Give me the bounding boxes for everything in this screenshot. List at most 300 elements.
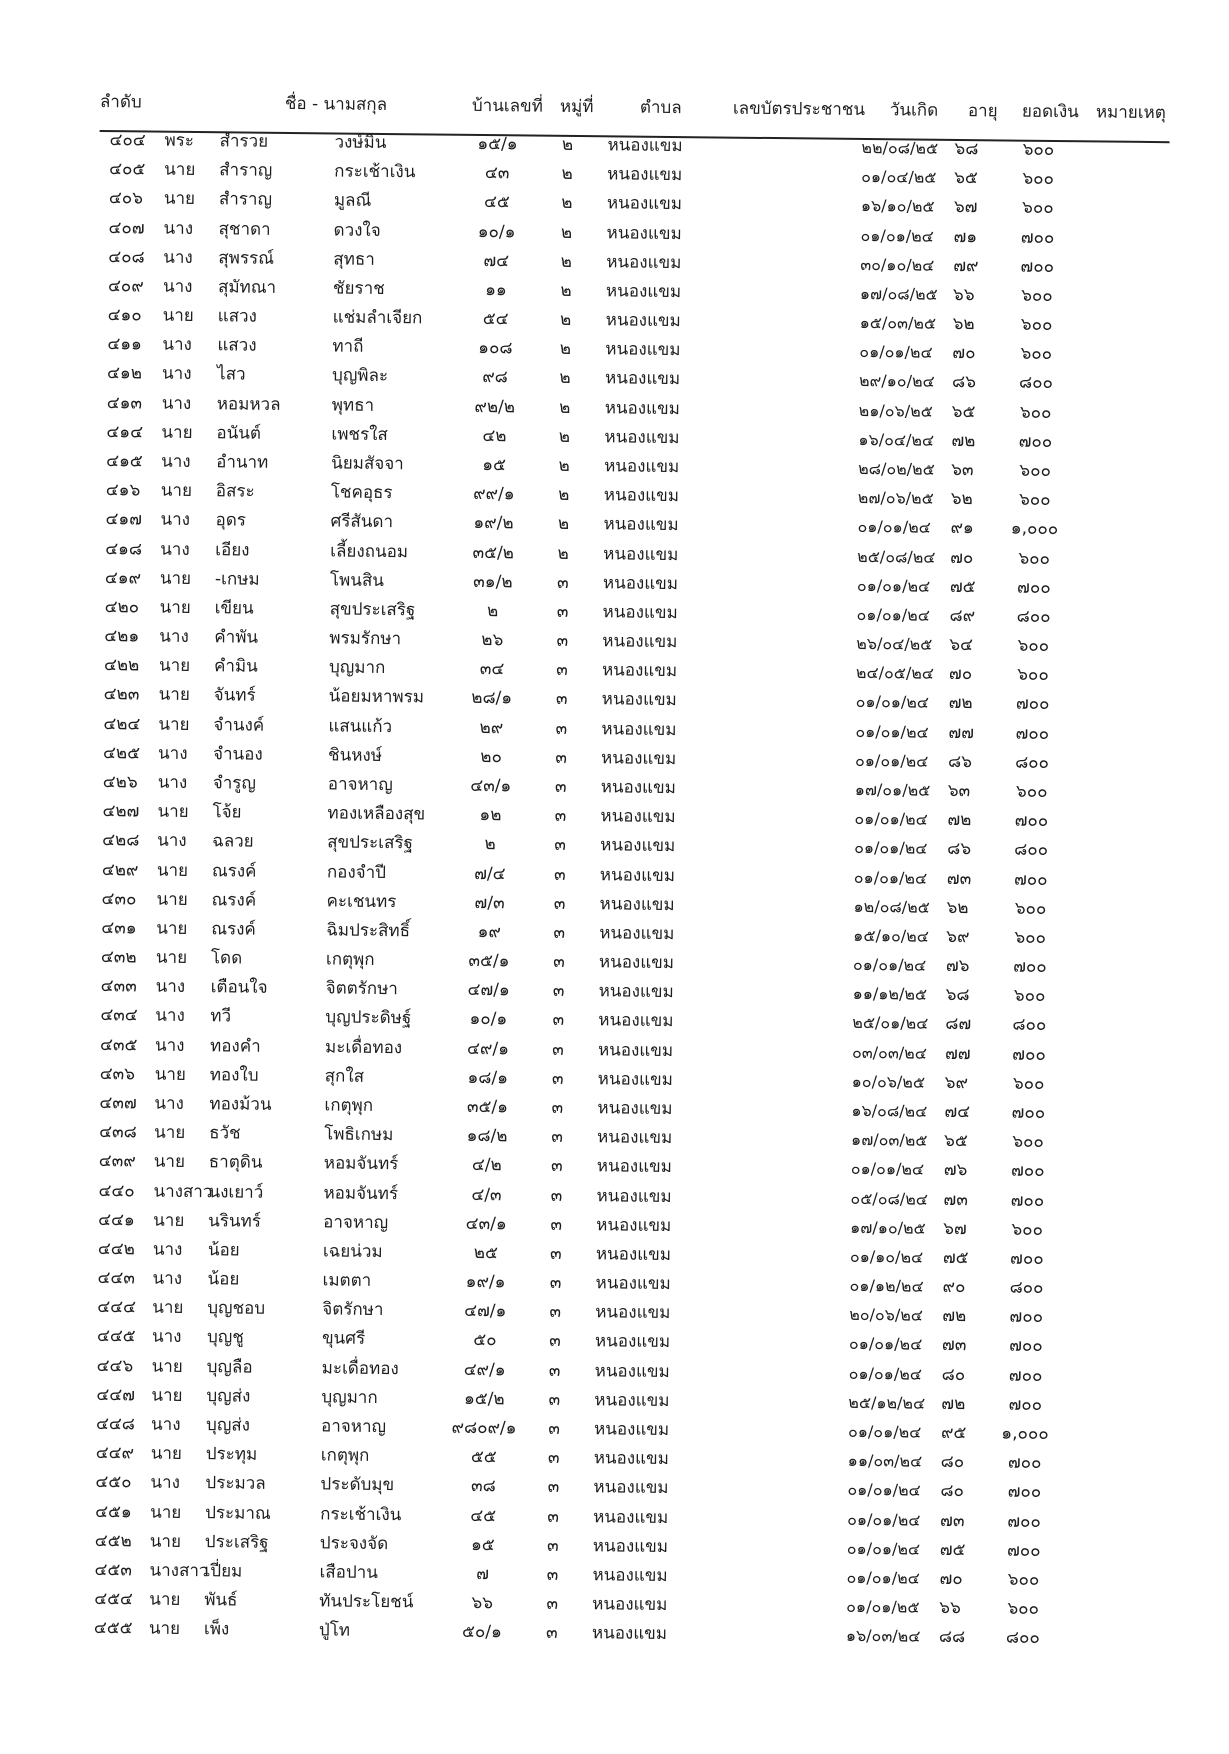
row-tambon: หนองแขม — [594, 1360, 670, 1382]
row-last-name: ประจงจัด — [319, 1532, 389, 1554]
row-moo: ๒ — [557, 543, 569, 564]
row-moo: ๓ — [551, 1097, 564, 1118]
row-last-name: ทันประโยชน์ — [319, 1591, 414, 1613]
row-moo: ๓ — [546, 1593, 559, 1614]
row-birth-date: ๒๘/๐๒/๒๕ — [858, 458, 935, 479]
row-birth-date: ๐๑/๐๑/๒๔ — [860, 225, 934, 246]
row-first-name: สุชาดา — [218, 218, 271, 240]
row-last-name: สุทธา — [333, 249, 375, 270]
row-first-name: ประทุม — [205, 1444, 258, 1465]
row-last-name: ชินหงษ์ — [327, 745, 383, 766]
row-number: ๔๐๘ — [108, 246, 145, 268]
row-last-name: นิยมสัจจา — [331, 453, 404, 475]
row-amount: ๗๐๐ — [1011, 1102, 1046, 1123]
row-title: นาง — [152, 1239, 183, 1260]
row-moo: ๓ — [553, 893, 566, 914]
row-moo: ๓ — [550, 1156, 563, 1177]
row-birth-date: ๐๑/๐๑/๒๔ — [854, 838, 928, 859]
row-tambon: หนองแขม — [602, 602, 678, 623]
row-house-number: ๗ — [476, 1563, 490, 1584]
row-amount: ๖๐๐ — [1018, 548, 1051, 569]
row-age: ๗๕ — [939, 1539, 966, 1560]
row-last-name: โพนสิน — [329, 570, 385, 591]
row-tambon: หนองแขม — [593, 1477, 669, 1499]
row-title: นาง — [160, 509, 191, 531]
row-amount: ๑,๐๐๐ — [1010, 518, 1059, 540]
row-moo: ๓ — [556, 659, 568, 681]
row-amount: ๗๐๐ — [1014, 810, 1049, 832]
row-birth-date: ๒๑/๐๖/๒๕ — [858, 400, 933, 421]
row-moo: ๒ — [559, 309, 572, 331]
row-tambon: หนองแขม — [598, 1010, 674, 1032]
row-first-name: ณรงค์ — [211, 889, 257, 911]
row-house-number: ๖๖ — [471, 1592, 494, 1614]
row-number: ๔๒๘ — [102, 830, 140, 851]
row-number: ๔๓๕ — [99, 1034, 138, 1056]
row-number: ๔๔๐ — [98, 1180, 135, 1201]
row-age: ๘๐ — [941, 1364, 966, 1385]
row-last-name: วงษ์มิน — [334, 132, 387, 154]
row-house-number: ๔๙/๑ — [467, 1038, 510, 1059]
row-number: ๔๐๕ — [109, 159, 146, 180]
row-tambon: หนองแขม — [593, 1506, 669, 1528]
row-first-name: พันธ์ — [204, 1590, 238, 1611]
row-moo: ๓ — [556, 630, 569, 652]
row-tambon: หนองแขม — [596, 1214, 672, 1236]
row-number: ๔๕๓ — [94, 1559, 133, 1581]
row-first-name: จันทร์ — [213, 685, 256, 707]
row-title: นางสาว — [153, 1181, 213, 1202]
row-house-number: ๑๘/๑ — [467, 1067, 509, 1089]
row-first-name: สำราญ — [219, 160, 273, 181]
row-amount: ๗๐๐ — [1010, 1190, 1045, 1211]
row-amount: ๗๐๐ — [1009, 1335, 1043, 1357]
row-title: นาย — [158, 714, 190, 735]
row-last-name: คะเชนทร — [326, 891, 397, 912]
row-tambon: หนองแขม — [598, 952, 675, 974]
row-first-name: ประมวล — [205, 1473, 266, 1495]
row-amount: ๗๐๐ — [1006, 1540, 1041, 1561]
row-first-name: ประมาณ — [205, 1502, 271, 1524]
row-title: นาย — [156, 860, 189, 881]
row-birth-date: ๑๗/๐๑/๒๕ — [854, 779, 931, 800]
row-moo: ๓ — [546, 1535, 559, 1556]
row-moo: ๓ — [554, 805, 567, 827]
row-amount: ๗๐๐ — [1020, 227, 1055, 248]
row-tambon: หนองแขม — [593, 1419, 670, 1440]
row-title: นาย — [156, 889, 188, 910]
row-amount: ๗๐๐ — [1009, 1248, 1044, 1269]
row-last-name: สุขประเสริฐ — [327, 832, 414, 854]
row-amount: ๗๐๐ — [1012, 1044, 1046, 1065]
row-number: ๔๓๒ — [100, 947, 137, 968]
row-first-name: ธวัช — [209, 1123, 241, 1144]
row-number: ๔๕๕ — [93, 1618, 133, 1639]
row-last-name: เกตุพุก — [324, 1095, 374, 1116]
row-number: ๔๒๙ — [101, 859, 139, 880]
row-birth-date: ๐๑/๐๑/๒๕ — [846, 1596, 920, 1617]
row-tambon: หนองแขม — [604, 456, 680, 478]
row-number: ๔๕๐ — [95, 1472, 132, 1493]
row-number: ๔๐๔ — [109, 130, 146, 151]
row-first-name: เปี่ยม — [204, 1560, 243, 1582]
row-age: ๖๗ — [943, 1218, 967, 1239]
row-house-number: ๕๐ — [473, 1330, 497, 1351]
row-number: ๔๓๓ — [100, 976, 137, 997]
row-tambon: หนองแขม — [601, 660, 678, 682]
row-birth-date: ๒๗/๐๖/๒๕ — [857, 488, 934, 508]
row-tambon: หนองแขม — [606, 193, 683, 215]
row-moo: ๓ — [550, 1185, 563, 1206]
row-first-name: ไสว — [216, 364, 246, 385]
row-amount: ๗๐๐ — [1013, 869, 1048, 890]
row-number: ๔๒๓ — [103, 684, 140, 705]
row-tambon: หนองแขม — [592, 1565, 668, 1586]
row-number: ๔๔๙ — [95, 1443, 135, 1464]
row-first-name: คำพัน — [214, 627, 259, 648]
row-title: พระ — [164, 130, 195, 151]
row-moo: ๓ — [552, 1039, 564, 1060]
row-house-number: ๙๘๐๙/๑ — [451, 1417, 517, 1439]
row-amount: ๖๐๐ — [1014, 927, 1047, 948]
row-moo: ๓ — [555, 689, 568, 710]
row-last-name: ทาถี — [332, 336, 364, 358]
row-tambon: หนองแขม — [594, 1389, 670, 1411]
row-tambon: หนองแขม — [604, 427, 680, 448]
row-birth-date: ๐๑/๐๑/๒๔ — [852, 954, 927, 975]
row-last-name: มะเดื่อทอง — [321, 1357, 399, 1379]
row-first-name: โจ้ย — [212, 802, 242, 823]
row-amount: ๘๐๐ — [1016, 606, 1051, 627]
row-tambon: หนองแขม — [607, 135, 683, 157]
row-house-number: ๒๖ — [481, 630, 504, 651]
row-age: ๗๓ — [943, 1189, 968, 1210]
row-age: ๖๕ — [943, 1130, 968, 1152]
row-last-name: จิตรักษา — [322, 1299, 384, 1321]
row-birth-date: ๐๑/๐๑/๒๔ — [856, 575, 931, 596]
row-first-name: ณรงค์ — [211, 860, 257, 882]
row-first-name: ทองคำ — [209, 1035, 261, 1057]
row-last-name: เฉยน่วม — [322, 1241, 383, 1262]
row-tambon: หนองแขม — [595, 1273, 671, 1295]
row-tambon: หนองแขม — [602, 572, 679, 594]
row-moo: ๓ — [546, 1622, 558, 1644]
row-last-name: น้อยมหาพรม — [328, 686, 425, 708]
row-age: ๖๗ — [953, 197, 978, 218]
row-title: นาง — [154, 1035, 185, 1056]
row-amount: ๖๐๐ — [1020, 314, 1053, 336]
row-amount: ๖๐๐ — [1019, 402, 1052, 423]
row-age: ๖๒ — [950, 489, 973, 510]
row-birth-date: ๐๑/๐๑/๒๔ — [847, 1480, 921, 1500]
row-first-name: เตือนใจ — [210, 977, 268, 998]
row-moo: ๒ — [561, 134, 574, 155]
row-tambon: หนองแขม — [605, 281, 682, 302]
row-last-name: บุญพิละ — [331, 365, 389, 387]
row-first-name: นรินทร์ — [208, 1210, 262, 1232]
row-amount: ๖๐๐ — [1019, 460, 1051, 481]
row-moo: ๓ — [554, 835, 567, 856]
row-title: นาย — [161, 422, 193, 443]
row-house-number: ๔๕ — [470, 1505, 497, 1526]
row-tambon: หนองแขม — [600, 835, 676, 857]
row-amount: ๗๐๐ — [1020, 256, 1055, 277]
row-moo: ๓ — [556, 601, 569, 622]
row-title: นาง — [155, 976, 186, 998]
row-number: ๔๓๗ — [99, 1092, 137, 1114]
row-title: นาย — [150, 1502, 182, 1523]
row-birth-date: ๑๗/๑๐/๒๕ — [850, 1217, 926, 1238]
row-amount: ๖๐๐ — [1018, 489, 1051, 511]
row-number: ๔๑๘ — [105, 538, 143, 559]
row-first-name: นงเยาว์ — [208, 1181, 264, 1203]
row-birth-date: ๑๖/๐๔/๒๔ — [858, 429, 935, 450]
row-tambon: หนองแขม — [596, 1156, 673, 1178]
row-last-name: กระเช้าเงิน — [334, 161, 416, 183]
row-age: ๗๓ — [946, 868, 972, 889]
header-tambon: ตำบล — [639, 97, 682, 119]
row-amount: ๗๐๐ — [1007, 1511, 1041, 1532]
row-first-name: อิสระ — [215, 481, 255, 502]
row-number: ๔๓๐ — [101, 888, 137, 910]
row-birth-date: ๑๑/๐๓/๒๔ — [847, 1450, 923, 1471]
row-house-number: ๕๔ — [482, 309, 509, 330]
row-age: ๗๒ — [942, 1306, 967, 1327]
row-moo: ๓ — [549, 1331, 561, 1352]
row-moo: ๓ — [553, 922, 566, 943]
row-amount: ๗๐๐ — [1009, 1306, 1044, 1328]
row-title: นาย — [148, 1618, 181, 1640]
row-tambon: หนองแขม — [591, 1623, 668, 1645]
row-first-name: เขียน — [214, 598, 254, 619]
row-amount: ๖๐๐ — [1022, 139, 1055, 160]
row-birth-date: ๐๓/๐๓/๒๔ — [851, 1042, 927, 1063]
row-moo: ๓ — [550, 1214, 563, 1235]
row-first-name: บุญชอบ — [207, 1298, 266, 1319]
row-last-name: โชคอุธร — [330, 482, 393, 504]
row-tambon: หนองแขม — [593, 1448, 669, 1470]
row-tambon: หนองแขม — [607, 164, 683, 186]
row-last-name: ดวงใจ — [333, 219, 381, 241]
row-house-number: ๒๘/๑ — [471, 688, 513, 709]
row-title: นาง — [163, 218, 194, 239]
row-moo: ๓ — [549, 1243, 562, 1264]
header-idcard: เลขบัตรประชาชน — [732, 98, 866, 121]
row-age: ๙๕ — [940, 1422, 967, 1444]
row-number: ๔๔๒ — [97, 1238, 135, 1260]
row-title: นาย — [152, 1297, 184, 1319]
row-house-number: ๑๐/๑ — [469, 1009, 508, 1030]
row-birth-date: ๑๕/๑๐/๒๔ — [853, 925, 929, 946]
row-moo: ๓ — [553, 951, 565, 972]
row-number: ๔๑๑ — [107, 334, 142, 355]
row-birth-date: ๐๑/๐๑/๒๔ — [856, 604, 930, 625]
row-age: ๘๐ — [940, 1481, 965, 1502]
row-amount: ๖๐๐ — [1017, 635, 1050, 657]
row-first-name: น้อย — [207, 1239, 240, 1261]
header-amount: ยอดเงิน — [1021, 101, 1079, 123]
row-moo: ๒ — [560, 251, 572, 272]
row-house-number: ๑๙ — [477, 921, 501, 943]
row-age: ๖๙ — [944, 1072, 969, 1093]
row-age: ๖๕ — [951, 401, 976, 422]
row-moo: ๒ — [559, 397, 571, 418]
row-amount: ๘๐๐ — [1015, 752, 1050, 773]
row-birth-date: ๐๑/๐๑/๒๔ — [846, 1538, 921, 1559]
row-house-number: ๔๗/๑ — [464, 1301, 507, 1322]
row-moo: ๒ — [558, 426, 571, 447]
row-birth-date: ๐๑/๐๑/๒๔ — [855, 721, 929, 742]
row-age: ๖๕ — [954, 168, 978, 189]
row-first-name: โดด — [210, 948, 243, 969]
header-note: หมายเหตุ — [1095, 102, 1166, 124]
row-house-number: ๔๓/๑ — [470, 775, 512, 797]
row-number: ๔๑๓ — [106, 392, 143, 414]
row-moo: ๓ — [548, 1418, 560, 1439]
row-first-name: บุญส่ง — [205, 1415, 251, 1436]
row-moo: ๓ — [551, 1126, 564, 1147]
row-first-name: จำรูญ — [212, 773, 257, 794]
row-moo: ๓ — [547, 1447, 560, 1468]
row-birth-date: ๐๑/๐๔/๒๕ — [861, 167, 937, 187]
row-birth-date: ๐๑/๐๑/๒๔ — [850, 1159, 925, 1179]
row-number: ๔๔๘ — [95, 1413, 136, 1435]
row-title: นาย — [158, 685, 190, 706]
row-last-name: โพธิเกษม — [324, 1124, 394, 1146]
row-first-name: หอมหวล — [216, 393, 281, 415]
row-title: นาง — [161, 393, 192, 414]
row-house-number: ๔๒ — [482, 425, 507, 447]
row-tambon: หนองแขม — [604, 397, 680, 419]
row-amount: ๖๐๐ — [1021, 198, 1054, 219]
row-house-number: ๑๕/๒ — [463, 1388, 505, 1409]
row-tambon: หนองแขม — [599, 923, 675, 944]
row-moo: ๓ — [551, 1068, 564, 1089]
row-house-number: ๔/๓ — [471, 1184, 502, 1205]
row-birth-date: ๒๕/๐๘/๒๔ — [857, 546, 936, 567]
row-title: นาย — [159, 597, 191, 618]
row-number: ๔๑๐ — [107, 305, 142, 326]
row-number: ๔๒๐ — [104, 596, 140, 618]
row-moo: ๒ — [559, 368, 571, 389]
row-amount: ๗๐๐ — [1010, 1160, 1045, 1182]
row-last-name: เลี้ยงถนอม — [330, 540, 409, 562]
row-number: ๔๓๔ — [100, 1005, 138, 1026]
row-last-name: หอมจันทร์ — [323, 1182, 399, 1204]
row-first-name: ทองม้วน — [209, 1094, 272, 1115]
row-moo: ๓ — [552, 1010, 565, 1031]
header-age: อายุ — [967, 101, 998, 122]
row-birth-date: ๐๕/๐๘/๒๔ — [850, 1188, 929, 1209]
row-age: ๖๖ — [952, 284, 975, 306]
row-tambon: หนองแขม — [598, 981, 674, 1003]
row-last-name: สุขประเสริฐ — [329, 599, 416, 621]
row-first-name: สุมัทณา — [217, 277, 277, 298]
row-last-name: อาจหาญ — [320, 1416, 387, 1437]
row-tambon: หนองแขม — [592, 1535, 669, 1557]
row-tambon: หนองแขม — [604, 368, 681, 390]
row-number: ๔๐๖ — [108, 188, 144, 209]
row-first-name: แสวง — [217, 335, 257, 356]
row-birth-date: ๑๑/๑๒/๒๕ — [852, 984, 928, 1004]
row-title: นาย — [153, 1151, 186, 1173]
header-no: ลำดับ — [99, 92, 142, 113]
row-title: นาย — [157, 801, 189, 823]
row-title: นาง — [152, 1268, 183, 1289]
row-first-name: น้อย — [207, 1269, 240, 1290]
row-birth-date: ๑๖/๐๘/๒๔ — [851, 1100, 928, 1121]
row-house-number: ๑๑ — [485, 279, 507, 301]
row-first-name: ทองใบ — [209, 1065, 259, 1086]
row-first-name: ประเสริฐ — [204, 1531, 269, 1553]
row-birth-date: ๐๑/๐๑/๒๔ — [854, 750, 929, 771]
row-amount: ๖๐๐ — [1007, 1598, 1040, 1619]
row-moo: ๓ — [555, 718, 568, 739]
row-amount: ๗๐๐ — [1008, 1394, 1043, 1415]
row-last-name: จิตตรักษา — [325, 978, 398, 1000]
row-moo: ๒ — [559, 339, 572, 360]
row-number: ๔๒๒ — [103, 655, 140, 676]
row-age: ๘๙ — [949, 605, 976, 627]
row-tambon: หนองแขม — [594, 1331, 671, 1353]
row-last-name: ขุนศรี — [321, 1328, 366, 1350]
row-amount: ๗๐๐ — [1007, 1481, 1042, 1503]
row-last-name: พุทธา — [331, 395, 375, 416]
row-birth-date: ๑๐/๐๖/๒๕ — [851, 1071, 926, 1092]
row-age: ๗๐ — [948, 664, 973, 685]
row-amount: ๖๐๐ — [1007, 1569, 1040, 1590]
row-last-name: ฉิมประสิทธิ์ — [326, 920, 411, 942]
row-age: ๖๓ — [947, 780, 971, 802]
row-title: นาย — [158, 655, 191, 677]
row-number: ๔๔๓ — [97, 1268, 136, 1289]
row-last-name: อาจหาญ — [327, 774, 393, 796]
row-age: ๘๐ — [940, 1451, 965, 1473]
row-number: ๔๒๔ — [103, 713, 141, 735]
row-moo: ๓ — [547, 1477, 560, 1498]
row-first-name: อุดร — [215, 510, 247, 531]
row-birth-date: ๒๖/๐๔/๒๕ — [856, 634, 933, 654]
row-age: ๘๗ — [945, 1014, 972, 1035]
row-title: นาย — [154, 1064, 186, 1085]
row-age: ๖๓ — [951, 459, 974, 481]
row-tambon: หนองแขม — [602, 631, 678, 653]
row-tambon: หนองแขม — [601, 718, 677, 740]
row-tambon: หนองแขม — [595, 1302, 671, 1324]
row-title: นาง — [157, 772, 188, 793]
row-age: ๗๒ — [941, 1393, 966, 1414]
row-moo: ๒ — [558, 485, 570, 506]
row-birth-date: ๐๑/๐๑/๒๔ — [855, 692, 930, 713]
row-house-number: ๑๒ — [479, 805, 502, 826]
row-age: ๗๓ — [940, 1510, 965, 1531]
row-house-number: ๑๙/๑ — [465, 1271, 506, 1293]
row-house-number: ๗๔ — [483, 250, 510, 271]
row-age: ๗๖ — [945, 955, 970, 977]
row-birth-date: ๐๑/๐๑/๒๔ — [857, 517, 931, 538]
row-title: นาย — [151, 1385, 183, 1406]
row-number: ๔๒๗ — [102, 801, 140, 822]
row-last-name: เกตุพุก — [320, 1445, 370, 1466]
table-header — [1, 0, 1229, 124]
row-title: นาง — [155, 1006, 185, 1027]
row-tambon: หนองแขม — [606, 222, 682, 244]
row-moo: ๓ — [547, 1506, 560, 1527]
row-moo: ๓ — [549, 1301, 562, 1323]
row-amount: ๖๐๐ — [1011, 1219, 1044, 1240]
row-number: ๔๑๒ — [106, 363, 143, 384]
row-house-number: ๑๕ — [482, 455, 507, 476]
